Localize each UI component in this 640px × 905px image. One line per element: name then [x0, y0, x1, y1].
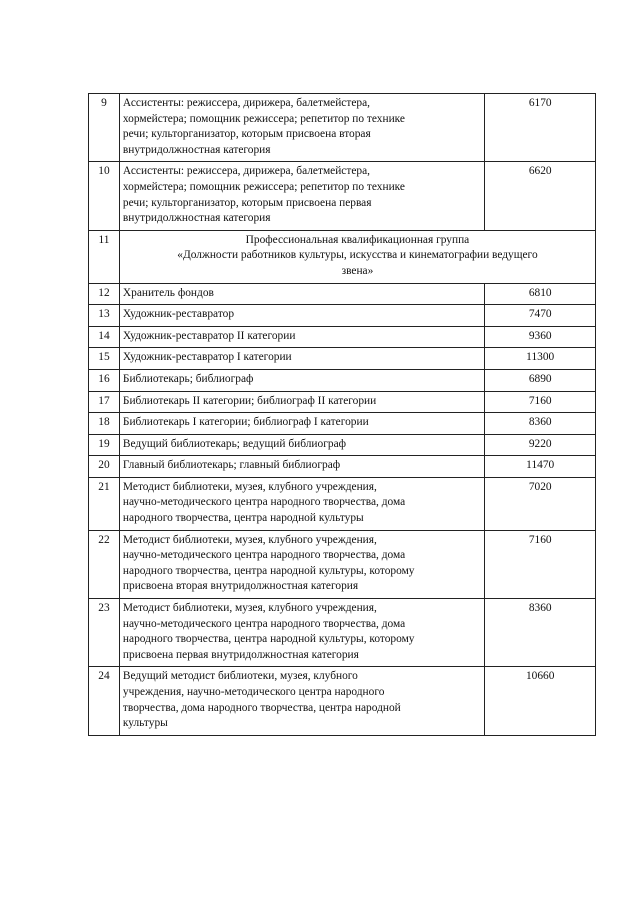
- salary-value: 7160: [485, 391, 596, 413]
- table-row: [89, 477, 596, 530]
- position-name: Методист библиотеки, музея, клубного учреждения, научно-методического центра народного творчества, дома народного творчества, центра народной культуры: [119, 477, 485, 530]
- row-number: 20: [89, 456, 120, 478]
- position-name: Художник-реставратор I категории: [119, 348, 485, 370]
- salary-value: 9220: [485, 434, 596, 456]
- salary-value: 8360: [485, 599, 596, 667]
- table-row: [89, 456, 596, 478]
- table-row: [89, 326, 596, 348]
- salary-value: 7020: [485, 477, 596, 530]
- position-name: Художник-реставратор II категории: [119, 326, 485, 348]
- salary-value: 10660: [485, 667, 596, 735]
- row-number: 9: [89, 94, 120, 162]
- row-number: 16: [89, 369, 120, 391]
- row-number: 19: [89, 434, 120, 456]
- position-name: Библиотекарь II категории; библиограф II категории: [119, 391, 485, 413]
- position-name: Художник-реставратор: [119, 305, 485, 327]
- table-row: [89, 413, 596, 435]
- salary-value: 8360: [485, 413, 596, 435]
- row-number: 23: [89, 599, 120, 667]
- table-row: [89, 434, 596, 456]
- table-row: [89, 94, 596, 162]
- salary-value: 7160: [485, 530, 596, 598]
- row-number: 21: [89, 477, 120, 530]
- salary-value: 11470: [485, 456, 596, 478]
- salary-value: 7470: [485, 305, 596, 327]
- row-number: 18: [89, 413, 120, 435]
- position-name: Библиотекарь I категории; библиограф I категории: [119, 413, 485, 435]
- row-number: 22: [89, 530, 120, 598]
- row-number: 12: [89, 283, 120, 305]
- table-row: [89, 305, 596, 327]
- table-row: [89, 391, 596, 413]
- position-name: Методист библиотеки, музея, клубного учреждения, научно-методического центра народного творчества, дома народного творчества, центра народной культуры, которому присвоена первая внутридолжностная категория: [119, 599, 485, 667]
- row-number: 13: [89, 305, 120, 327]
- position-name: Хранитель фондов: [119, 283, 485, 305]
- row-number: 17: [89, 391, 120, 413]
- position-name: Главный библиотекарь; главный библиограф: [119, 456, 485, 478]
- position-name: Библиотекарь; библиограф: [119, 369, 485, 391]
- table-row: [89, 667, 596, 735]
- table-row: [89, 162, 596, 230]
- position-name: Ассистенты: режиссера, дирижера, балетмейстера, хормейстера; помощник режиссера; репетитор по технике речи; культорганизатор, которым присвоена первая внутридолжностная категория: [119, 162, 485, 230]
- table-row: [89, 369, 596, 391]
- position-name: Ведущий библиотекарь; ведущий библиограф: [119, 434, 485, 456]
- salary-value: 6810: [485, 283, 596, 305]
- row-number: 11: [89, 230, 120, 283]
- position-name: Методист библиотеки, музея, клубного учреждения, научно-методического центра народного творчества, дома народного творчества, центра народной культуры, которому присвоена вторая внутридолжностная категория: [119, 530, 485, 598]
- row-number: 14: [89, 326, 120, 348]
- row-number: 10: [89, 162, 120, 230]
- salary-table-body: [89, 94, 596, 736]
- row-number: 15: [89, 348, 120, 370]
- salary-value: 6890: [485, 369, 596, 391]
- salary-value: 11300: [485, 348, 596, 370]
- salary-value: 6170: [485, 94, 596, 162]
- position-name: Ведущий методист библиотеки, музея, клубного учреждения, научно-методического центра народного творчества, дома народного творчества, центра народной культуры: [119, 667, 485, 735]
- salary-value: 6620: [485, 162, 596, 230]
- salary-value: 9360: [485, 326, 596, 348]
- qualification-group-title: Профессиональная квалификационная группа «Должности работников культуры, искусства и кинематографии ведущего звена»: [119, 230, 595, 283]
- table-row: [89, 348, 596, 370]
- position-name: Ассистенты: режиссера, дирижера, балетмейстера, хормейстера; помощник режиссера; репетитор по технике речи; культорганизатор, которым присвоена вторая внутридолжностная категория: [119, 94, 485, 162]
- table-row: [89, 283, 596, 305]
- salary-table: [88, 93, 596, 736]
- table-row: [89, 530, 596, 598]
- table-row: [89, 599, 596, 667]
- row-number: 24: [89, 667, 120, 735]
- group-header-row: [89, 230, 596, 283]
